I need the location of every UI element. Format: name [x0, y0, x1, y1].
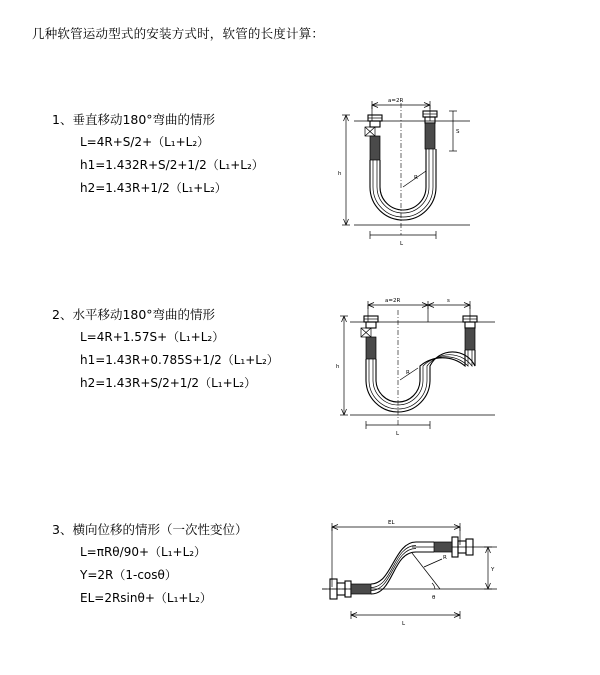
case-2-figure [310, 280, 540, 450]
page-title: 几种软管运动型式的安装方式时，软管的长度计算： [32, 26, 325, 41]
case-3-title: 3、横向位移的情形（一次性变位） [52, 522, 248, 537]
case-3-text [52, 523, 302, 606]
case-3-top-dim-label: EL [388, 520, 395, 526]
case-3-formula-1: L=πRθ/90+（L₁+L₂） [80, 545, 207, 560]
case-1-radius-label: R [414, 175, 418, 181]
case-1-right-dim-label: S [456, 129, 460, 135]
case-1-text [52, 113, 312, 196]
case-2-bottom-dim-label: L [396, 431, 400, 437]
case-2-formula-3: h2=1.43R+S/2+1/2（L₁+L₂） [80, 375, 257, 390]
case-3-figure [292, 505, 542, 635]
case-3-angle-label: θ [432, 595, 436, 601]
case-3-right-dim-label: Y [491, 567, 495, 573]
case-1-figure [310, 75, 540, 265]
case-2-title: 2、水平移动180°弯曲的情形 [52, 307, 216, 322]
case-1-bottom-dim-label: L [400, 241, 404, 247]
case-2-formula-2: h1=1.43R+0.785S+1/2（L₁+L₂） [80, 353, 279, 368]
case-2-formula-1: L=4R+1.57S+（L₁+L₂） [80, 330, 225, 345]
case-1-top-dim-label: a=2R [388, 98, 404, 104]
case-1-formula-1: L=4R+S/2+（L₁+L₂） [80, 135, 210, 150]
case-2-top-dim-right-label: s [447, 298, 450, 304]
case-1-formula-3: h2=1.43R+1/2（L₁+L₂） [80, 180, 227, 195]
case-1-formula-2: h1=1.432R+S/2+1/2（L₁+L₂） [80, 158, 264, 173]
case-2-top-dim-left-label: a=2R [385, 298, 401, 304]
case-2-height-dim-label: h [336, 364, 340, 370]
case-3-radius-label: R [443, 555, 447, 561]
case-3-formula-3: EL=2Rsinθ+（L₁+L₂） [80, 590, 212, 605]
case-1-title: 1、垂直移动180°弯曲的情形 [52, 112, 216, 127]
case-2-text [52, 308, 322, 391]
case-3-bottom-dim-label: L [402, 621, 406, 627]
case-1-height-dim-label: h [338, 171, 342, 177]
case-3-formula-2: Y=2R（1-cosθ） [80, 568, 177, 583]
case-2-radius-label: R [406, 370, 410, 376]
